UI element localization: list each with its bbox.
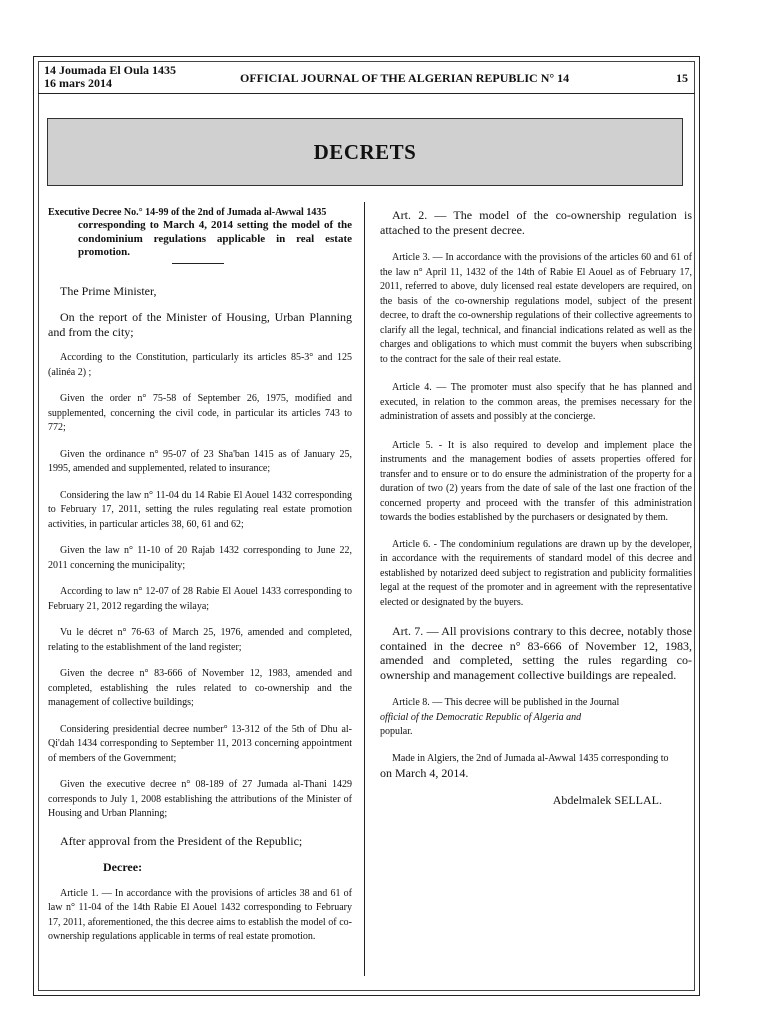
article-4: Article 4. — The promoter must also specify that he has planned and executed, in relation to the common areas, the premises necessary for the administration of assets and possibly at the concierge. xyxy=(380,382,692,422)
para-decret-76-63: Vu le décret n° 76-63 of March 25, 1976, amended and completed, relating to the establishment of the land register; xyxy=(48,627,352,653)
para-approval: After approval from the President of the Republic; xyxy=(60,833,303,848)
section-title: DECRETS xyxy=(313,139,417,164)
article-7: Art. 7. — All provisions contrary to this decree, notably those contained in the decree n° 83-666 of November 12, 1983, amended and completed, setting the rules regarding co-ownership and management collective buildings are repealed. xyxy=(380,624,692,682)
para-report: On the report of the Minister of Housing, Urban Planning and from the city; xyxy=(48,310,352,339)
article-8-line2: official of the Democratic Republic of Algeria and xyxy=(380,711,582,723)
made-in-algiers: Made in Algiers, the 2nd of Jumada al-Awwal 1435 corresponding to xyxy=(392,752,669,764)
para-executive-decree-08-189: Given the executive decree n° 08-189 of 27 Jumada al-Thani 1429 corresponds to July 1, 2008 establishing the attributions of the Minister of Housing and Urban Planning; xyxy=(48,779,352,819)
para-law-11-10: Given the law n° 11-10 of 20 Rajab 1432 corresponding to June 22, 2011 concerning the municipality; xyxy=(48,545,352,571)
signature: Abdelmalek SELLAL. xyxy=(552,792,662,807)
article-5: Article 5. - It is also required to develop and implement place the instruments and the management bodies of assets properties offered for transfer and to ensure or to do ensure the administration of the property for a duration of two (2) years from the date of sale of the last one fraction of the concerned property and proceed with the transfer of this administration towards the bodies established by the purchasers or designated by them. xyxy=(380,439,692,523)
para-decree-83-666: Given the decree n° 83-666 of November 12, 1983, amended and completed, establishing the rules related to co-ownership and the management of collective buildings; xyxy=(48,668,352,708)
header-date-gregorian: 16 mars 2014 xyxy=(44,76,112,90)
para-ordinance-95-07: Given the ordinance n° 95-07 of 23 Sha'ban 1415 as of January 25, 1995, amended and supplemented, related to insurance; xyxy=(48,448,352,474)
header-date-hijri: 14 Joumada El Oula 1435 xyxy=(44,63,177,77)
journal-title: OFFICIAL JOURNAL OF THE ALGERIAN REPUBLIC N° 14 xyxy=(240,71,570,85)
column-divider xyxy=(364,202,365,976)
made-date: on March 4, 2014. xyxy=(380,766,469,780)
page-number: 15 xyxy=(676,71,688,85)
prime-minister: The Prime Minister, xyxy=(60,283,157,298)
article-8 xyxy=(380,696,692,740)
title-rule xyxy=(172,263,224,264)
left-column xyxy=(48,206,352,945)
article-6: Article 6. - The condominium regulations are drawn up by the developer, in accordance with the requirements of standard model of this decree and established by notarized deed subject to registration and publicity formalities legal at the request of the promoter and in agreement with the representative elected or designated by the buyers. xyxy=(380,538,692,608)
para-law-11-04: Considering the law n° 11-04 du 14 Rabie El Aouel 1432 corresponding to February 17, 2011, setting the rules regulating real estate promotion activities, in particular articles 38, 60, 61 and 62; xyxy=(48,489,352,530)
article-8-line1: Article 8. — This decree will be published in the Journal xyxy=(392,697,620,708)
para-law-12-07: According to law n° 12-07 of 28 Rabie El Aouel 1433 corresponding to February 21, 2012 regarding the wilaya; xyxy=(48,586,352,612)
right-column xyxy=(380,208,692,807)
article-2: Art. 2. — The model of the co-ownership regulation is attached to the present decree. xyxy=(380,208,692,237)
header-date xyxy=(44,64,176,90)
para-order-75-58: Given the order n° 75-58 of September 26, 1975, modified and supplemented, concerning the civil code, in particular its articles 743 to 772; xyxy=(48,393,352,433)
article-3: Article 3. — In accordance with the provisions of the articles 60 and 61 of the law n° April 11, 1432 of the 14th of Rabie El Aouel as of February 17, 2011, referred to above, duly licensed real estate developers are required, on the basis of the co-ownership regulations model, subject of the present decree, to draft the co-ownership regulations of their collective agreements to clarify all the legal, technical, and financial indications related as well as the charges and obligations to which must commit the buyers when subscribing to the contract for the sale of their real estate. xyxy=(380,252,692,365)
decree-heading: Decree: xyxy=(103,860,143,874)
para-presidential-decree: Considering presidential decree number° 13-312 of the 5th of Dhu al-Qi'dah 1434 corresponding to September 11, 2013 concerning appointment of members of the Government; xyxy=(48,723,352,764)
article-8-line3: popular. xyxy=(380,726,413,737)
para-constitution: According to the Constitution, particularly its articles 85-3° and 125 (alinéa 2) ; xyxy=(48,352,352,378)
header-divider xyxy=(38,93,695,94)
decree-title-line1: Executive Decree No.° 14-99 of the 2nd of Jumada al-Awwal 1435 xyxy=(48,207,327,218)
decree-title-rest: corresponding to March 4, 2014 setting the model of the condominium regulations applicable in real estate promotion. xyxy=(78,219,352,258)
section-banner xyxy=(47,118,683,186)
article-1: Article 1. — In accordance with the provisions of articles 38 and 61 of law n° 11-04 of the 14th Rabie El Aouel 1432 corresponding to February 17, 2011, aforementioned, the this decree aims to establish the model of co-ownership regulations applicable in terms of real estate promotion. xyxy=(48,887,352,942)
